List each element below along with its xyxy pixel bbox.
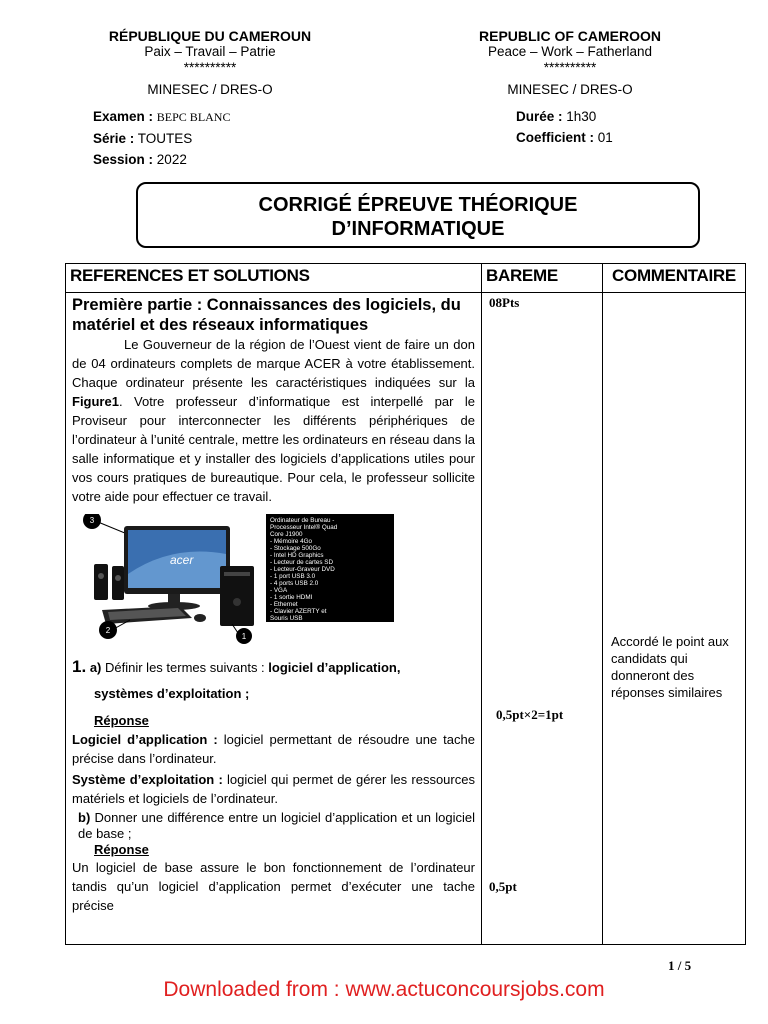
figure-computer (72, 514, 475, 644)
reponse-label-a: Réponse (94, 713, 149, 728)
duree-label: Durée : (516, 109, 563, 124)
intro-paragraph: Le Gouverneur de la région de l’Ouest vient de faire un don de 04 ordinateurs complets de marque ACER à votre établissement. Chaque ordinateur présente les caractéristiques indiquées sur la Figure1. Votre professeur d’informatique est interpellé par le Proviseur pour interconnecter les différents périphériques de l’ordinateur à l’unité centrale, mettre les ordinateurs en réseau dans la salle informatique et y installer des logiciels d’applications utiles pour vos cours pratiques de bureautique. Pour cela, le professeur sollicite votre aide pour effectuer ce travail. (72, 337, 475, 504)
callout-1-label: 1 (241, 632, 247, 641)
header-commentaire: COMMENTAIRE (603, 264, 746, 293)
spec-line: - Windows 8.1 64 bits - (270, 622, 335, 629)
ministry-left: MINESEC / DRES-O (147, 82, 273, 97)
definition-2: Système d’exploitation : logiciel qui permet de gérer les ressources matériels et logiciels de l’ordinateur. (72, 772, 475, 806)
spec-line: - Intel HD Graphics (270, 552, 324, 559)
spec-line: - Mémoire 4Go (270, 538, 312, 545)
part-points: 08Pts (489, 295, 520, 310)
page-number: 1 / 5 (668, 958, 692, 973)
question-1b: b) Donner une différence entre un logiciel d’application et un logiciel de base ; (78, 810, 475, 841)
callout-3-label: 3 (89, 516, 95, 525)
spec-line: - VGA (270, 587, 288, 594)
computer-illustration (72, 514, 262, 644)
stars-left: ********** (183, 60, 237, 75)
exam-value: BEPC BLANC (156, 110, 231, 124)
spec-line: Souris USB (270, 615, 303, 622)
spec-line: - Lecteur-Graveur DVD (270, 566, 335, 573)
motto-fr: Paix – Travail – Patrie (144, 44, 276, 59)
motto-en: Peace – Work – Fatherland (487, 44, 653, 59)
figure-ref: Figure1 (72, 394, 119, 409)
part-title: Première partie : Connaissances des logiciels, du matériel et des réseaux informatiques (72, 296, 461, 334)
reponse-label-b: Réponse (94, 842, 149, 857)
header-bareme: BAREME (482, 264, 603, 293)
coef-value: 01 (597, 130, 613, 145)
stars-right: ********** (543, 60, 597, 75)
points-1b: 0,5pt (489, 879, 517, 894)
serie-label: Série : (93, 131, 135, 146)
header-references: REFERENCES ET SOLUTIONS (66, 264, 482, 293)
solutions-table (65, 263, 746, 945)
spec-line: - Stockage 500Go (270, 545, 321, 552)
serie-value: TOUTES (137, 131, 193, 146)
spec-line: Processeur Intel® Quad (270, 524, 338, 531)
coef-label: Coefficient : (516, 130, 595, 145)
header-left (60, 28, 360, 98)
definition-1: Logiciel d’application : logiciel permettant de résoudre une tache précise dans l’ordinateur. (72, 732, 475, 766)
header-right (420, 28, 720, 98)
table-body-row (66, 293, 746, 945)
spec-line: - 4 ports USB 2.0 (270, 580, 319, 587)
spec-line: - 1 port USB 3.0 (270, 573, 316, 580)
ministry-right: MINESEC / DRES-O (507, 82, 633, 97)
title-line-2: D’INFORMATIQUE (331, 218, 505, 240)
session-value: 2022 (156, 152, 187, 167)
specs-box (266, 514, 394, 629)
callout-2-label: 2 (105, 626, 111, 635)
table-header-row (66, 264, 746, 293)
download-link[interactable]: Downloaded from : www.actuconcoursjobs.com (163, 978, 605, 1001)
document-title (136, 182, 700, 248)
spec-line: - Lecteur de cartes SD (270, 559, 333, 566)
session-label: Session : (93, 152, 154, 167)
comment-text: Accordé le point aux candidats qui donneront des réponses similaires (611, 634, 729, 700)
spec-line: - Ethernet (270, 601, 298, 608)
brand-logo: acer (170, 553, 194, 567)
spec-line: Core J1900 (270, 531, 303, 538)
country-en: REPUBLIC OF CAMEROON (479, 28, 661, 44)
duree-value: 1h30 (566, 109, 597, 124)
spec-line: - 1 sortie HDMI (270, 594, 313, 601)
country-fr: RÉPUBLIQUE DU CAMEROUN (108, 28, 312, 44)
question-1a: 1. a) Définir les termes suivants : logiciel d’application, systèmes d’exploitation ; (72, 657, 401, 701)
exam-meta-left (93, 106, 230, 170)
commentaire-cell (603, 293, 746, 945)
spec-line: Ordinateur de Bureau - (270, 517, 335, 524)
title-line-1: CORRIGÉ ÉPREUVE THÉORIQUE (258, 194, 578, 216)
exam-label: Examen : (93, 109, 154, 124)
bareme-cell (482, 293, 603, 945)
answer-1b: Un logiciel de base assure le bon fonctionnement de l’ordinateur tandis qu’un logiciel d’application permet d’exécuter une tache précise (72, 860, 475, 913)
spec-line: - Clavier AZERTY et (270, 608, 327, 615)
exam-meta-right (516, 106, 613, 148)
solutions-cell (66, 293, 482, 945)
points-1a: 0,5pt×2=1pt (496, 707, 564, 722)
